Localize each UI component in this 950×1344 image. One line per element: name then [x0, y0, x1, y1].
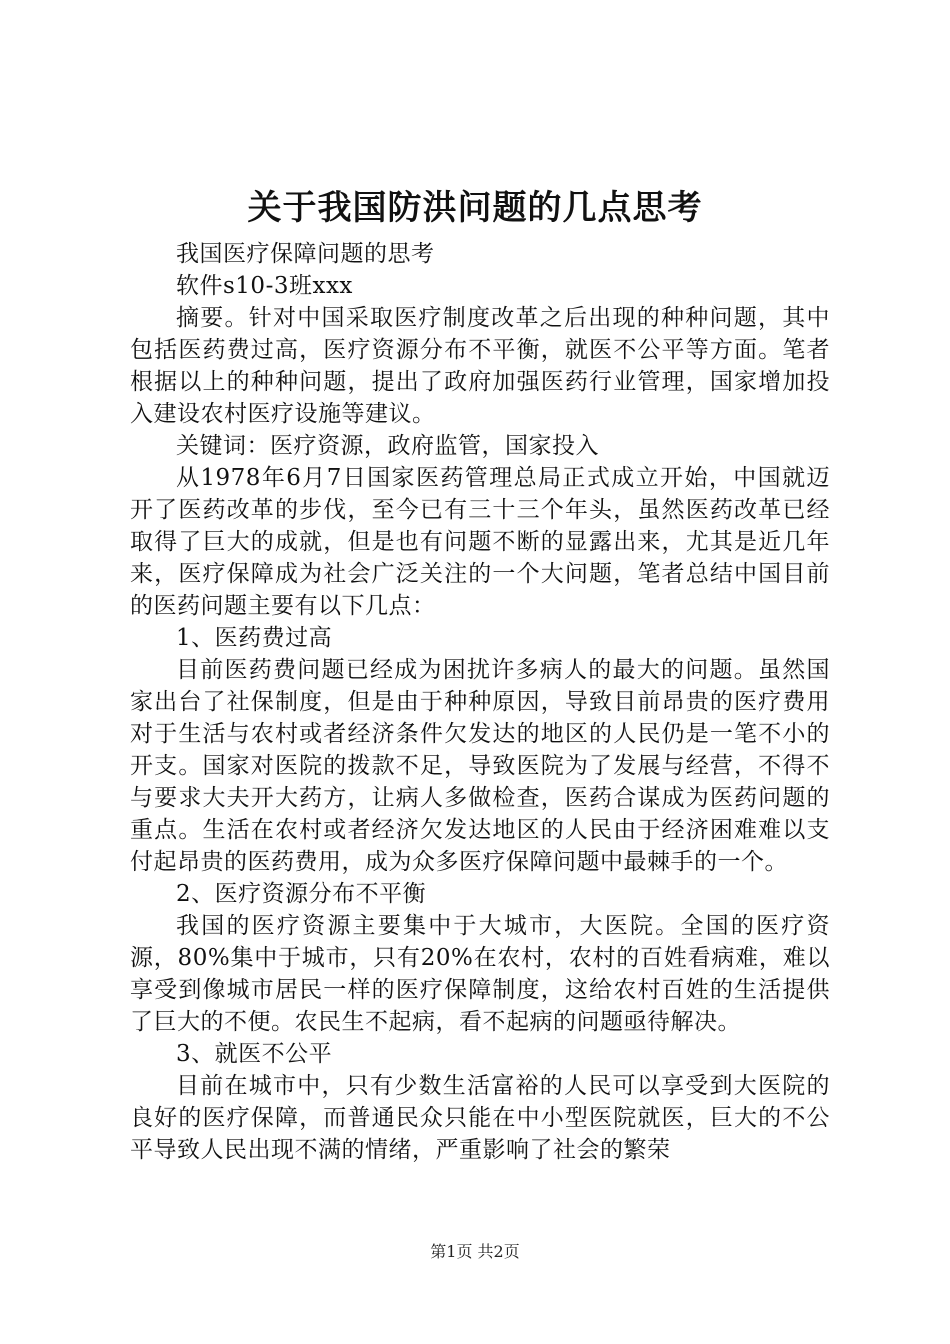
page-title: 关于我国防洪问题的几点思考: [247, 188, 703, 228]
section-paragraph-1: 目前医药费问题已经成为困扰许多病人的最大的问题。虽然国家出台了社保制度，但是由于种种原因，导致目前昂贵的医疗费用对于生活与农村或者经济条件欠发达的地区的人民仍是一笔不小的开支。国家对医院的拨款不足，导致医院为了发展与经营，不得不与要求大夫开大药方，让病人多做检查，医药合谋成为医药问题的重点。生活在农村或者经济欠发达地区的人民由于经济困难难以支付起昂贵的医药费用，成为众多医疗保障问题中最棘手的一个。: [130, 657, 830, 875]
author-line: 软件s10-3班xxx: [176, 273, 353, 299]
page-footer: 第1页 共2页: [430, 1242, 520, 1261]
section-heading-1: 1、医药费过高: [176, 625, 333, 651]
section-heading-3: 3、就医不公平: [176, 1041, 333, 1067]
subtitle-paragraph: 我国医疗保障问题的思考: [176, 241, 435, 267]
section-heading-2: 2、医疗资源分布不平衡: [176, 881, 427, 907]
section-paragraph-3: 目前在城市中，只有少数生活富裕的人民可以享受到大医院的良好的医疗保障，而普通民众只能在中小型医院就医，巨大的不公平导致人民出现不满的情绪，严重影响了社会的繁荣: [130, 1073, 830, 1163]
document-body: [130, 238, 830, 1166]
abstract-paragraph: 摘要。针对中国采取医疗制度改革之后出现的种种问题，其中包括医药费过高，医疗资源分布不平衡，就医不公平等方面。笔者根据以上的种种问题，提出了政府加强医药行业管理，国家增加投入建设农村医疗设施等建议。: [130, 305, 830, 427]
keywords-paragraph: 关键词：医疗资源，政府监管，国家投入: [176, 433, 599, 459]
intro-paragraph: 从1978年6月7日国家医药管理总局正式成立开始，中国就迈开了医药改革的步伐，至今已有三十三个年头，虽然医药改革已经取得了巨大的成就，但是也有问题不断的显露出来，尤其是近几年来，医疗保障成为社会广泛关注的一个大问题，笔者总结中国目前的医药问题主要有以下几点：: [130, 465, 830, 619]
section-paragraph-2: 我国的医疗资源主要集中于大城市，大医院。全国的医疗资源，80%集中于城市，只有20%在农村，农村的百姓看病难，难以享受到像城市居民一样的医疗保障制度，这给农村百姓的生活提供了巨大的不便。农民生不起病，看不起病的问题亟待解决。: [130, 913, 830, 1035]
